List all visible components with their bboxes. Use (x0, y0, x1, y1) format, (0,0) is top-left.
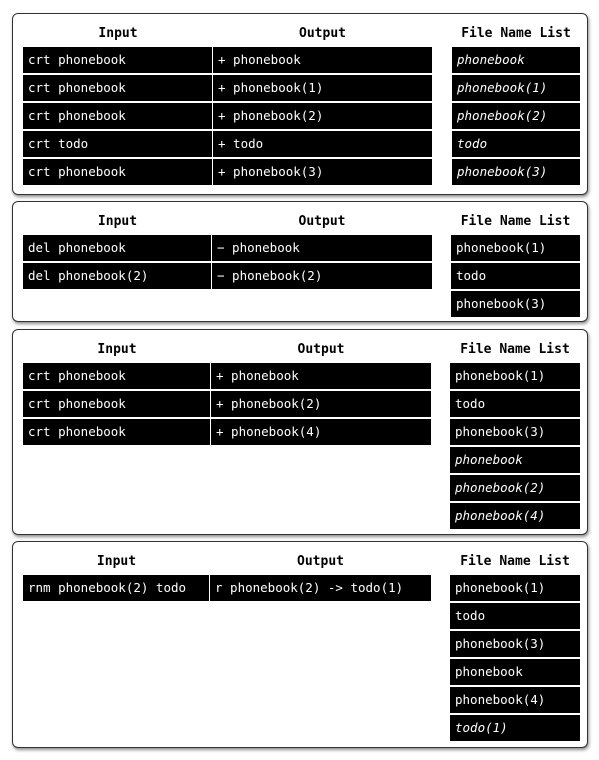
output-cell: r phonebook(2) -> todo(1) (210, 575, 431, 601)
output-cell: + todo (213, 131, 432, 157)
file-list-header: File Name List (460, 214, 571, 229)
file-name-cell: todo(1) (450, 715, 580, 741)
input-cell: crt phonebook (23, 159, 212, 185)
file-name-cell: phonebook(4) (450, 503, 580, 529)
file-name-cell: phonebook(1) (451, 235, 580, 261)
input-cell: crt phonebook (23, 75, 212, 101)
output-cell: + phonebook (213, 47, 432, 73)
file-name-cell: todo (451, 263, 580, 289)
output-header: Output (298, 214, 346, 229)
input-cell: crt phonebook (23, 419, 210, 445)
output-header: Output (297, 342, 345, 357)
file-name-cell: phonebook (452, 47, 580, 73)
file-list-header: File Name List (460, 554, 570, 569)
input-cell: crt phonebook (23, 103, 212, 129)
file-name-cell: phonebook (450, 447, 580, 473)
output-cell: − phonebook (212, 235, 432, 261)
file-list-header: File Name List (460, 342, 570, 357)
input-cell: crt phonebook (23, 363, 210, 389)
input-cell: del phonebook (23, 235, 211, 261)
output-cell: + phonebook (211, 363, 431, 389)
output-cell: + phonebook(2) (211, 391, 431, 417)
output-cell: − phonebook(2) (212, 263, 432, 289)
input-cell: del phonebook(2) (23, 263, 211, 289)
file-name-cell: phonebook(3) (450, 419, 580, 445)
panel (12, 329, 588, 535)
file-name-cell: todo (450, 391, 580, 417)
input-header: Input (97, 214, 138, 229)
file-name-cell: todo (450, 603, 580, 629)
output-cell: + phonebook(1) (213, 75, 432, 101)
file-name-cell: phonebook(2) (452, 103, 580, 129)
file-name-cell: phonebook(4) (450, 687, 580, 713)
output-cell: + phonebook(2) (213, 103, 432, 129)
output-cell: + phonebook(3) (213, 159, 432, 185)
file-name-cell: phonebook(1) (450, 575, 580, 601)
panel (12, 201, 588, 322)
panel (12, 13, 588, 195)
input-header: Input (96, 554, 137, 569)
file-name-cell: phonebook(1) (450, 363, 580, 389)
input-cell: crt phonebook (23, 47, 212, 73)
output-cell: + phonebook(4) (211, 419, 431, 445)
input-header: Input (98, 26, 138, 41)
input-cell: rnm phonebook(2) todo (23, 575, 209, 601)
input-cell: crt phonebook (23, 391, 210, 417)
file-name-cell: phonebook(3) (452, 159, 580, 185)
output-header: Output (299, 26, 346, 41)
panel (12, 541, 588, 748)
file-name-cell: phonebook(1) (452, 75, 580, 101)
input-cell: crt todo (23, 131, 212, 157)
file-name-cell: todo (452, 131, 580, 157)
file-name-cell: phonebook (450, 659, 580, 685)
file-name-cell: phonebook(3) (450, 631, 580, 657)
file-name-cell: phonebook(2) (450, 475, 580, 501)
file-name-cell: phonebook(3) (451, 291, 580, 317)
output-header: Output (297, 554, 344, 569)
input-header: Input (97, 342, 137, 357)
file-list-header: File Name List (461, 26, 571, 41)
